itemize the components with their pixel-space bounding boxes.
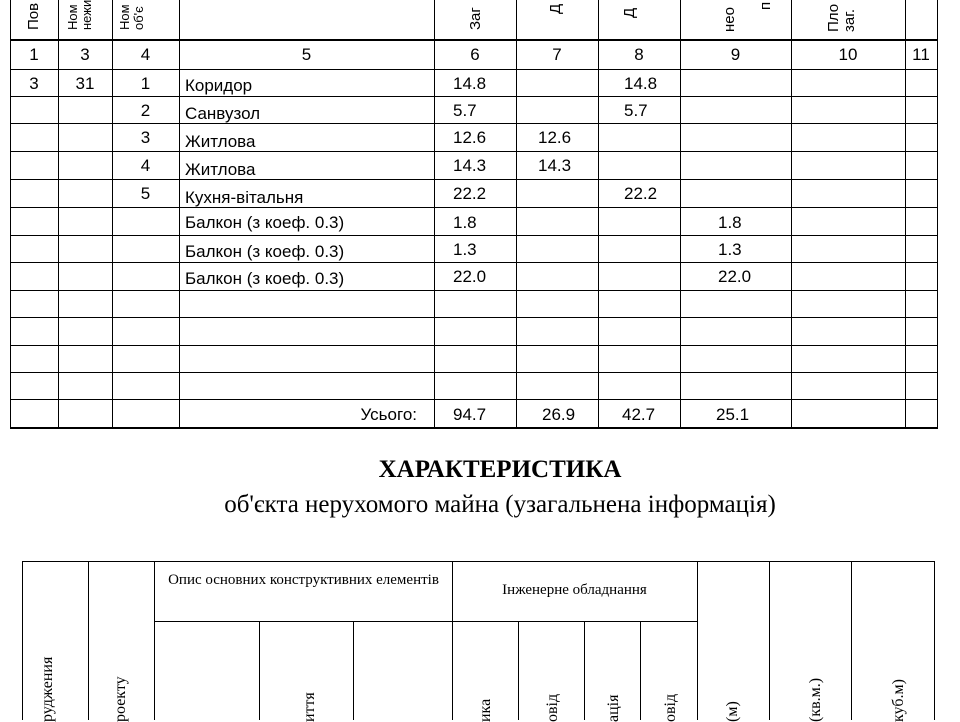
- rule: [10, 317, 938, 318]
- header-room-number-line2: об'є: [131, 6, 146, 30]
- rule: [10, 207, 938, 208]
- section-subtitle: об'єкта нерухомого майна (узагальнена інформація): [224, 491, 776, 518]
- header-area-col10: Пло: [825, 3, 842, 32]
- total-label: Усього:: [360, 405, 417, 424]
- rule: [88, 561, 89, 720]
- header-apartment-number-line2: нежи: [79, 0, 94, 30]
- header-floor: Пов: [25, 2, 42, 30]
- header-building-fragment: руджения: [39, 656, 56, 722]
- cell-unheated-area: 1.3: [718, 240, 742, 259]
- rule: [697, 561, 698, 720]
- header-area-col10-line2: заг.: [841, 8, 858, 32]
- cell-auxiliary-area: 22.2: [624, 184, 658, 203]
- cell-total-area: 14.3: [453, 156, 487, 175]
- cell-room-number: 5: [140, 184, 151, 203]
- rule: [10, 39, 938, 41]
- cell-room-name: Санвузол: [185, 104, 261, 123]
- cell-room-name: Балкон (з коеф. 0.3): [185, 269, 345, 288]
- cell-total-area: 5.7: [453, 101, 477, 120]
- rule: [10, 123, 938, 124]
- header-unheated-area-line2: п: [757, 1, 774, 10]
- header-volume-fragment: куб.м): [890, 679, 907, 722]
- cell-room-number: 4: [140, 156, 151, 175]
- header-total-area: Заг: [467, 7, 484, 30]
- rule: [353, 621, 354, 720]
- rule: [934, 561, 935, 720]
- header-height-fragment: (м): [724, 701, 741, 722]
- rule: [10, 427, 938, 429]
- rule: [10, 151, 938, 152]
- rule: [851, 561, 852, 720]
- cell-floor: 3: [29, 74, 39, 93]
- rule: [22, 561, 935, 562]
- group-header-engineering: Інженерне обладнання: [502, 582, 647, 598]
- cell-room-name: Балкон (з коеф. 0.3): [185, 242, 345, 261]
- cell-room-number: 1: [140, 74, 151, 93]
- header-water-supply-fragment: овід: [544, 693, 561, 722]
- auxiliary-area-sum: 42.7: [622, 405, 656, 424]
- cell-apartment: 31: [75, 74, 95, 93]
- column-number: 3: [80, 45, 90, 64]
- column-number: 9: [730, 45, 741, 64]
- cell-room-number: 3: [140, 128, 151, 147]
- rule: [10, 372, 938, 373]
- header-auxiliary-area: Д: [621, 7, 638, 18]
- living-area-sum: 26.9: [542, 405, 576, 424]
- cell-total-area: 1.3: [453, 240, 477, 259]
- cell-auxiliary-area: 14.8: [624, 74, 658, 93]
- rule: [10, 290, 938, 291]
- column-number: 5: [301, 45, 312, 64]
- rule: [10, 262, 938, 263]
- cell-unheated-area: 22.0: [718, 267, 752, 286]
- rule: [937, 0, 938, 429]
- section-title: ХАРАКТЕРИСТИКА: [378, 456, 622, 483]
- header-room-number: Ном: [117, 4, 132, 30]
- rule: [154, 561, 155, 720]
- rule: [10, 96, 938, 97]
- header-roofing-fragment: иття: [301, 692, 318, 722]
- rule: [10, 345, 938, 346]
- rule: [769, 561, 770, 720]
- cell-auxiliary-area: 5.7: [624, 101, 648, 120]
- cell-living-area: 14.3: [538, 156, 572, 175]
- column-number: 11: [912, 45, 930, 64]
- rule: [640, 621, 641, 720]
- column-number: 1: [29, 45, 39, 64]
- cell-room-name: Житлова: [185, 160, 256, 179]
- cell-room-name: Кухня-вітальня: [185, 188, 304, 207]
- rule: [518, 621, 519, 720]
- header-living-area: Д: [547, 3, 564, 14]
- cell-room-number: 2: [140, 101, 151, 120]
- column-number: 8: [634, 45, 644, 64]
- unheated-area-sum: 25.1: [716, 405, 750, 424]
- header-apartment-number: Ном: [65, 4, 80, 30]
- header-project-fragment: роекту: [112, 676, 129, 722]
- group-header-constructive: Опис основних конструктивних елементів: [168, 572, 439, 588]
- column-number: 7: [552, 45, 562, 64]
- cell-total-area: 14.8: [453, 74, 487, 93]
- cell-room-name: Коридор: [185, 76, 253, 95]
- header-electric-fragment: ика: [477, 698, 494, 722]
- header-area-fragment: (кв.м.): [807, 677, 824, 722]
- cell-total-area: 22.0: [453, 267, 487, 286]
- rule: [154, 621, 697, 622]
- rule: [259, 621, 260, 720]
- rule: [10, 235, 938, 236]
- cell-room-name: Житлова: [185, 132, 256, 151]
- rule: [22, 561, 23, 720]
- rule: [10, 69, 938, 70]
- column-number: 4: [140, 45, 151, 64]
- cell-total-area: 12.6: [453, 128, 487, 147]
- header-gas-supply-fragment: овід: [662, 693, 679, 722]
- rule: [10, 179, 938, 180]
- total-area-sum: 94.7: [453, 405, 487, 424]
- header-sewerage-fragment: ація: [605, 694, 622, 722]
- cell-total-area: 1.8: [453, 213, 477, 232]
- column-number: 6: [470, 45, 480, 64]
- rule: [10, 399, 938, 400]
- column-number: 10: [838, 45, 858, 64]
- cell-living-area: 12.6: [538, 128, 572, 147]
- cell-room-name: Балкон (з коеф. 0.3): [185, 213, 345, 232]
- cell-unheated-area: 1.8: [718, 213, 742, 232]
- rule: [584, 621, 585, 720]
- header-unheated-area: нео: [721, 7, 738, 32]
- cell-total-area: 22.2: [453, 184, 487, 203]
